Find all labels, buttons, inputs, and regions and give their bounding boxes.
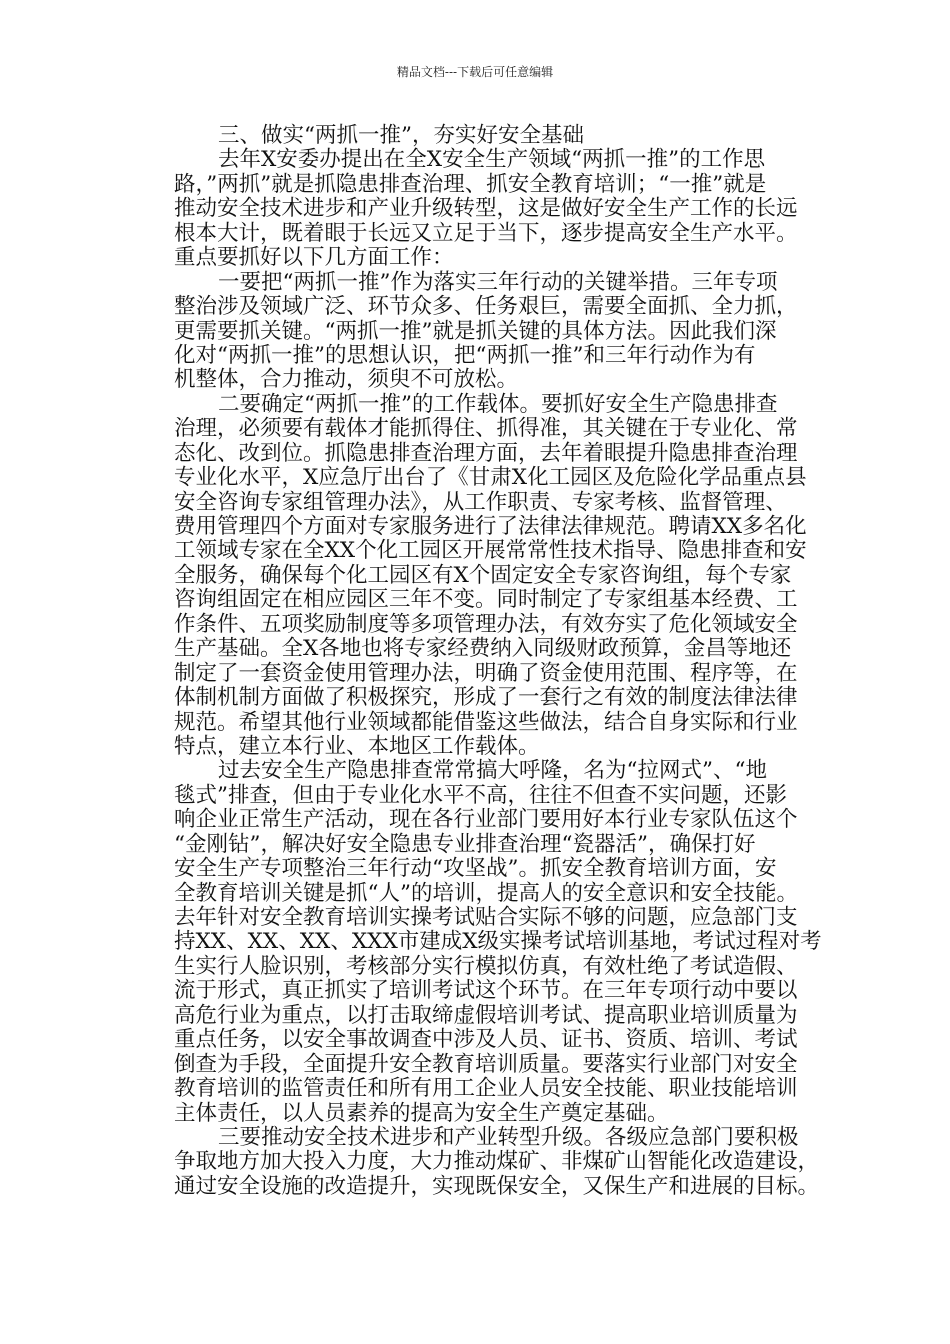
- text-line: 三要推动安全技术进步和产业转型升级。各级应急部门要积极: [218, 1124, 799, 1150]
- text-line: 特点，建立本行业、本地区工作载体。: [174, 733, 540, 759]
- text-line: 推动安全技术进步和产业升级转型，这是做好安全生产工作的长远: [174, 196, 798, 222]
- paragraph: [174, 391, 807, 760]
- text-line: 费用管理四个方面对专家服务进行了法律法律规范。聘请XX多名化: [174, 514, 807, 539]
- text-line: 通过安全设施的改造提升，实现既保安全，又保生产和进展的目标。: [174, 1173, 820, 1199]
- paragraphs: [174, 147, 822, 1199]
- text-line: 去年X安委办提出在全X安全生产领域“两抓一推”的工作思: [218, 147, 766, 173]
- section-heading: 三、做实“两抓一推”，夯实好安全基础: [218, 123, 584, 148]
- text-line: 更需要抓关键。“两抓一推”就是抓关键的具体方法。因此我们深: [174, 318, 777, 344]
- text-line: 机整体，合力推动，须臾不可放松。: [174, 367, 519, 393]
- paragraph: [174, 148, 802, 270]
- text-line: 安全咨询专家组管理办法》，从工作职责、专家考核、监督管理、: [174, 489, 787, 515]
- text-line: 生实行人脸识别，考核部分实行模拟仿真，有效杜绝了考试造假、: [174, 953, 798, 979]
- paragraph: [174, 271, 802, 393]
- text-line: 根本大计，既着眼于长远又立足于当下，逐步提高安全生产水平。: [174, 220, 798, 246]
- text-line: 专业化水平，X应急厅出台了《甘肃X化工园区及危险化学品重点县: [174, 465, 807, 491]
- text-line: 去年针对安全教育培训实操考试贴合实际不够的问题，应急部门支: [174, 905, 798, 930]
- text-line: 流于形式，真正抓实了培训考试这个环节。在三年专项行动中要以: [174, 978, 798, 1004]
- text-line: 教育培训的监管责任和所有用工企业人员安全技能、职业技能培训: [174, 1076, 798, 1102]
- text-line: 规范。希望其他行业领域都能借鉴这些做法，结合自身实际和行业: [174, 709, 798, 735]
- text-line: 咨询组固定在相应园区三年不变。同时制定了专家组基本经费、工: [174, 587, 798, 613]
- text-line: 主体责任，以人员素养的提高为安全生产奠定基础。: [174, 1100, 669, 1126]
- text-line: 体制机制方面做了积极探究，形成了一套行之有效的制度法律法律: [174, 685, 798, 711]
- text-line: 争取地方加大投入力度，大力推动煤矿、非煤矿山智能化改造建设，: [174, 1149, 820, 1175]
- text-line: 高危行业为重点，以打击取缔虚假培训考试、提高职业培训质量为: [174, 1002, 798, 1028]
- text-line: 态化、改到位。抓隐患排查治理方面，去年着眼提升隐患排查治理: [174, 440, 798, 466]
- text-line: 毯式”排查，但由于专业化水平不高，往往不但查不实问题，还影: [174, 782, 787, 808]
- text-line: 重点任务，以安全事故调查中涉及人员、证书、资质、培训、考试: [174, 1027, 798, 1053]
- text-line: 全服务，确保每个化工园区有X个固定安全专家咨询组，每个专家: [174, 562, 792, 588]
- text-line: “金刚钻”，解决好安全隐患专业排查治理“瓷器活”，确保打好: [174, 831, 756, 857]
- text-line: 响企业正常生产活动，现在各行业部门要用好本行业专家队伍这个: [174, 807, 798, 833]
- text-line: 生产基础。全X各地也将专家经费纳入同级财政预算，金昌等地还: [174, 636, 792, 662]
- text-line: 化对“两抓一推”的思想认识，把“两抓一推”和三年行动作为有: [174, 342, 756, 368]
- text-line: 治理，必须要有载体才能抓得住、抓得准，其关键在于专业化、常: [174, 416, 798, 442]
- text-line: 重点要抓好以下几方面工作：: [174, 245, 454, 271]
- text-line: 整治涉及领域广泛、环节众多、任务艰巨，需要全面抓、全力抓，: [174, 294, 798, 320]
- text-line: 一要把“两抓一推”作为落实三年行动的关键举措。三年专项: [218, 269, 778, 295]
- text-line: 二要确定“两抓一推”的工作载体。要抓好安全生产隐患排查: [218, 391, 778, 417]
- text-line: 持XX、XX、XX、XXX市建成X级实操考试培训基地，考试过程对考: [174, 929, 822, 955]
- text-line: 安全生产专项整治三年行动“攻坚战”。抓安全教育培训方面，安: [174, 856, 777, 882]
- text-line: 倒查为手段，全面提升安全教育培训质量。要落实行业部门对安全: [174, 1051, 798, 1077]
- document-body: [174, 123, 822, 1199]
- text-line: 过去安全生产隐患排查常常搞大呼隆，名为“拉网式”、“地: [218, 758, 767, 784]
- page-header: 精品文档---下载后可任意编辑: [396, 65, 554, 79]
- text-line: 作条件、五项奖励制度等多项管理办法，有效夯实了危化领域安全: [174, 611, 798, 637]
- paragraph: [174, 758, 822, 1126]
- text-line: 工领域专家在全XX个化工园区开展常常性技术指导、隐患排查和安: [174, 538, 807, 564]
- text-line: 制定了一套资金使用管理办法，明确了资金使用范围、程序等，在: [174, 660, 798, 686]
- paragraph: [174, 1124, 820, 1199]
- text-line: 全教育培训关键是抓“人”的培训，提高人的安全意识和安全技能。: [174, 880, 798, 906]
- text-line: 路，”两抓”就是抓隐患排查治理、抓安全教育培训；“一推”就是: [174, 171, 767, 197]
